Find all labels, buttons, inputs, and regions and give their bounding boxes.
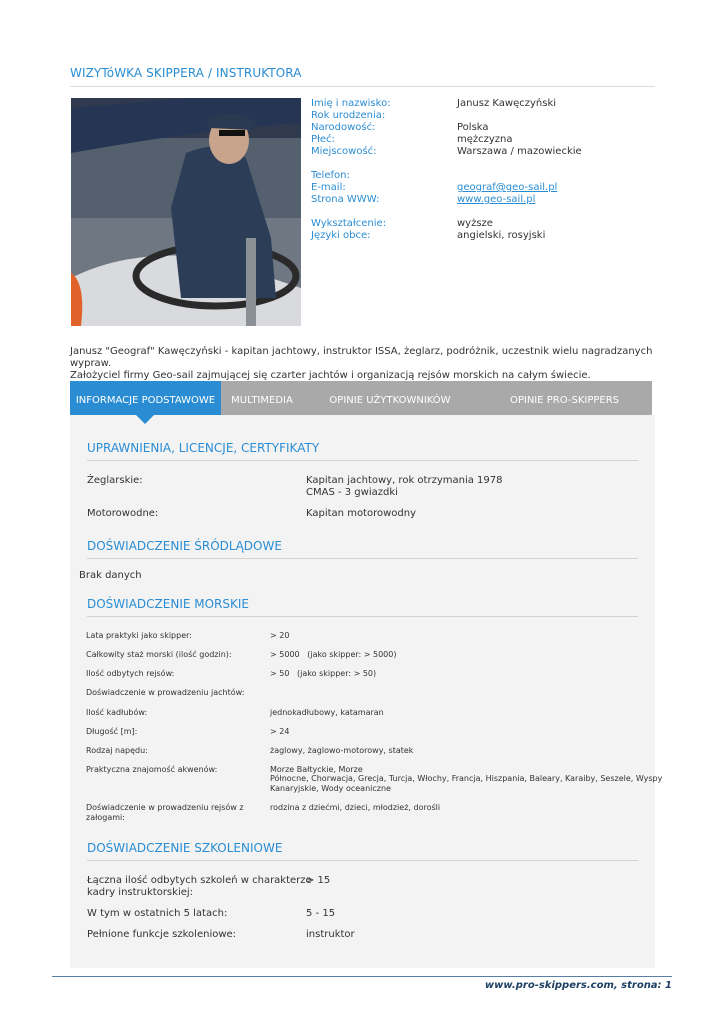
section-title-sea: DOŚWIADCZENIE MORSKIE <box>87 597 249 611</box>
bio-line: Janusz "Geograf" Kawęczyński - kapitan jachtowy, instruktor ISSA, żeglarz, podróżnik, uczestnik wielu nagradzanych wypraw. <box>70 346 653 369</box>
profile-label: Rok urodzenia: <box>311 110 386 121</box>
sea-label: Całkowity staż morski (ilość godzin): <box>86 650 232 659</box>
training-label: Pełnione funkcje szkoleniowe: <box>87 929 237 940</box>
sea-label: Długość [m]: <box>86 727 138 736</box>
profile-label: Języki obce: <box>311 230 371 241</box>
website-link[interactable]: www.geo-sail.pl <box>457 194 536 205</box>
sea-value: Morze Bałtyckie, Morze <box>270 765 363 774</box>
skipper-photo <box>71 98 301 326</box>
section-title-licenses: UPRAWNIENIA, LICENCJE, CERTYFIKATY <box>87 441 320 455</box>
sea-label: Ilość kadłubów: <box>86 708 148 717</box>
sea-value: rodzina z dziećmi, dzieci, młodzież, dorośli <box>270 803 441 812</box>
tab-pro-skippers-reviews[interactable]: OPINIE PRO-SKIPPERS <box>509 395 620 406</box>
section-divider <box>87 860 638 861</box>
section-divider <box>87 616 638 617</box>
footer-divider <box>52 976 672 977</box>
sea-label: Rodzaj napędu: <box>86 746 148 755</box>
profile-label: Telefon: <box>311 170 350 181</box>
profile-label: E-mail: <box>311 182 346 193</box>
training-value: instruktor <box>306 929 355 940</box>
profile-label: Imię i nazwisko: <box>311 98 391 109</box>
sea-label: Doświadczenie w prowadzeniu rejsów z <box>86 803 244 812</box>
sea-value: Północne, Chorwacja, Grecja, Turcja, Włochy, Francja, Hiszpania, Baleary, Karaiby, Seszele, Wyspy <box>270 774 663 783</box>
footer-text: www.pro-skippers.com, strona: 1 <box>484 980 672 991</box>
profile-label: Płeć: <box>311 134 335 145</box>
page-title: WIZYTóWKA SKIPPERA / INSTRUKTORA <box>70 66 302 80</box>
profile-value: angielski, rosyjski <box>457 230 546 241</box>
sea-value: > 24 <box>270 727 290 736</box>
sea-value: > 20 <box>270 631 290 640</box>
license-value: CMAS - 3 gwiazdki <box>306 487 398 498</box>
bio-text <box>70 346 660 382</box>
profile-value: wyższe <box>457 218 493 229</box>
active-tab-pointer <box>136 415 154 424</box>
training-label: Łączna ilość odbytych szkoleń w charakterze <box>87 875 312 886</box>
tab-basic-info[interactable]: INFORMACJE PODSTAWOWE <box>70 381 221 415</box>
sea-label: Ilość odbytych rejsów: <box>86 669 175 678</box>
profile-label: Narodowość: <box>311 122 376 133</box>
section-divider <box>87 460 638 461</box>
license-label: Żeglarskie: <box>87 475 143 486</box>
tab-multimedia[interactable]: MULTIMEDIA <box>231 395 293 406</box>
license-value: Kapitan jachtowy, rok otrzymania 1978 <box>306 475 503 486</box>
training-label: kadry instruktorskiej: <box>87 887 194 898</box>
bio-line: Założyciel firmy Geo-sail zajmującej się czarter jachtów i organizacją rejsów morskich na całym świecie. <box>70 370 591 381</box>
training-label: W tym w ostatnich 5 latach: <box>87 908 228 919</box>
sea-label: załogami: <box>86 813 125 822</box>
sea-label: Lata praktyki jako skipper: <box>86 631 192 640</box>
email-link[interactable]: geograf@geo-sail.pl <box>457 182 558 193</box>
tab-user-reviews[interactable]: OPINIE UŻYTKOWNIKÓW <box>329 395 451 406</box>
training-value: 5 - 15 <box>306 908 336 919</box>
profile-label: Wykształcenie: <box>311 218 387 229</box>
section-divider <box>87 558 638 559</box>
sea-value: > 50 (jako skipper: > 50) <box>270 669 377 678</box>
profile-value: Janusz Kawęczyński <box>457 98 557 109</box>
license-label: Motorowodne: <box>87 508 159 519</box>
sea-value: Kanaryjskie, Wody oceaniczne <box>270 784 391 793</box>
section-title-training: DOŚWIADCZENIE SZKOLENIOWE <box>87 841 283 855</box>
profile-value: Warszawa / mazowieckie <box>457 146 582 157</box>
sea-value: > 5000 (jako skipper: > 5000) <box>270 650 397 659</box>
profile-value: mężczyzna <box>457 134 513 145</box>
profile-value: Polska <box>457 122 489 133</box>
inland-no-data: Brak danych <box>79 570 142 581</box>
sea-value: żaglowy, żaglowo-motorowy, statek <box>270 746 414 755</box>
profile-label: Miejscowość: <box>311 146 377 157</box>
sea-label: Doświadczenie w prowadzeniu jachtów: <box>86 688 245 697</box>
license-value: Kapitan motorowodny <box>306 508 417 519</box>
tab-bar <box>70 381 652 415</box>
training-value: > 15 <box>306 875 331 886</box>
sea-label: Praktyczna znajomość akwenów: <box>86 765 218 774</box>
sea-value: jednokadłubowy, katamaran <box>270 708 384 717</box>
profile-label: Strona WWW: <box>311 194 380 205</box>
title-divider <box>70 86 655 87</box>
section-title-inland: DOŚWIADCZENIE ŚRÓDLĄDOWE <box>87 539 282 553</box>
